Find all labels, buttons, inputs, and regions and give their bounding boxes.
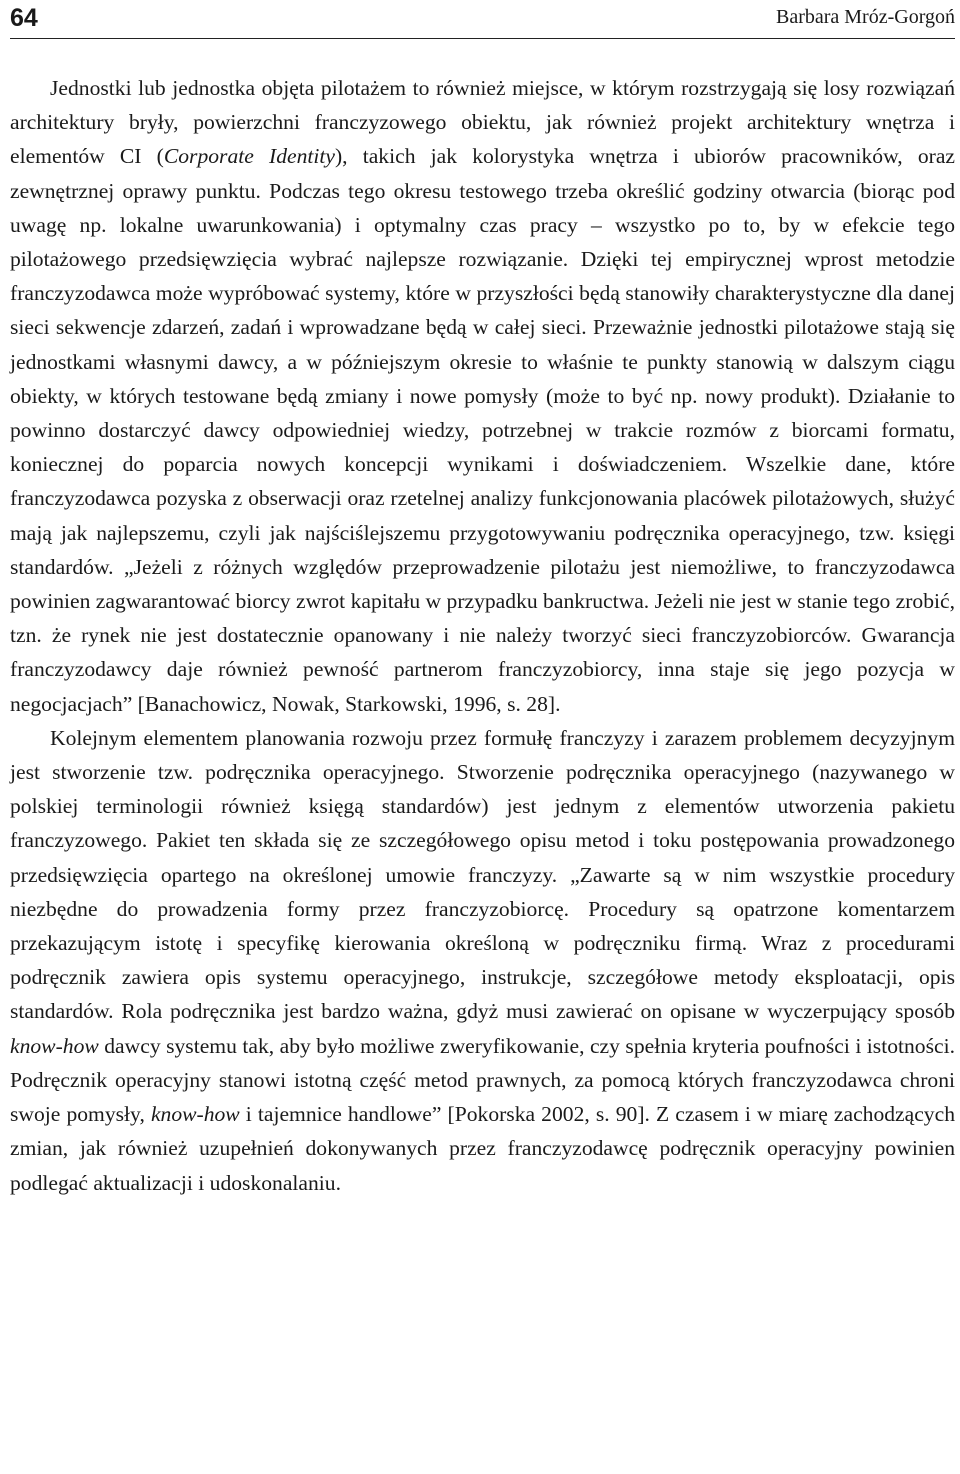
page-number: 64 xyxy=(10,4,38,32)
paragraph-2-italic-know-how-2: know-how xyxy=(150,1102,240,1127)
paragraph-1 xyxy=(10,71,955,721)
paragraph-2-text-a: Kolejnym elementem planowania rozwoju przez formułę franczyzy i zarazem problemem decyzyjnym jest stworzenie tzw. podręcznika operacyjnego. Stworzenie podręcznika operacyjnego (nazywanego w polskiej terminologii również księgą standardów) jest jednym z elementów utworzenia pakietu franczyzowego. Pakiet ten składa się ze szczegółowego opisu metod i toku postępowania prowadzonego przedsięwzięcia opartego na określonej umowie franczyzy. „Zawarte są w nim wszystkie procedury niezbędne do prowadzenia formy przez franczyzobiorcę. Procedury są opatrzone komentarzem przekazującym istotę i specyfikę kierowania określoną w podręczniku firmą. Wraz z procedurami podręcznik zawiera opis systemu operacyjnego, instrukcje, szczegółowe metody eksploatacji, opis standardów. Rola podręcznika jest bardzo ważna, gdyż musi zawierać on opisane w wyczerpujący sposób xyxy=(10,725,955,1024)
paragraph-2-italic-know-how-1: know-how xyxy=(10,1033,99,1058)
paragraph-2-text-c: i tajemnice handlowe” [Pokorska 2002, s. 90]. Z czasem i w miarę zachodzących zmian, jak również uzupełnień dokonywanych przez franczyzodawcę podręcznik operacyjny powinien podlegać aktualizacji i udoskonalaniu. xyxy=(10,1102,955,1195)
page-header xyxy=(10,0,955,39)
paragraph-2 xyxy=(10,721,955,1200)
page xyxy=(10,0,955,1200)
running-head-author: Barbara Mróz-Gorgoń xyxy=(775,6,955,28)
body-text xyxy=(10,71,955,1200)
paragraph-1-italic-corporate-identity: Corporate Identity xyxy=(163,144,335,169)
paragraph-1-text-b: ), takich jak kolorystyka wnętrza i ubiorów pracowników, oraz zewnętrznej oprawy punktu. Podczas tego okresu testowego trzeba określić godziny otwarcia (biorąc pod uwagę np. lokalne uwarunkowania) i optymalny czas pracy – wszystko po to, by w efekcie tego pilotażowego przedsięwzięcia wybrać najlepsze rozwiązanie. Dzięki tej empirycznej wprost metodzie franczyzodawca może wypróbować systemy, które w przyszłości będą stanowiły charakterystyczne dla danej sieci sekwencje zdarzeń, zadań i wprowadzane będą w całej sieci. Przeważnie jednostki pilotażowe stają się jednostkami własnymi dawcy, a w późniejszym okresie to właśnie te punkty stanowią w dalszym ciągu obiekty, w których testowane będą zmiany i nowe pomysły (może to być np. nowy produkt). Działanie to powinno dostarczyć dawcy odpowiedniej wiedzy, potrzebnej w trakcie rozmów z biorcami formatu, koniecznej do poparcia nowych koncepcji wynikami i doświadczeniem. Wszelkie dane, które franczyzodawca pozyska z obserwacji oraz rzetelnej analizy funkcjonowania placówek pilotażowych, służyć mają jak najlepszemu, czyli jak najściślejszemu przygotowywaniu podręcznika operacyjnego, tzw. księgi standardów. „Jeżeli z różnych względów przeprowadzenie pilotażu jest niemożliwe, to franczyzodawca powinien zagwarantować biorcy zwrot kapitału w przypadku bankructwa. Jeżeli nie jest w stanie tego zrobić, tzn. że rynek nie jest dostatecznie opanowany i nie należy tworzyć sieci franczyzobiorców. Gwarancja franczyzodawcy daje również pewność partnerom franczyzobiorcy, inna staje się jego pozycja w negocjacjach” [Banachowicz, Nowak, Starkowski, 1996, s. 28]. xyxy=(10,144,955,716)
paragraph-2-text-b: dawcy systemu tak, aby było możliwe zweryfikowanie, czy spełnia kryteria poufności i istotności. Podręcznik operacyjny stanowi istotną część metod prawnych, za pomocą których franczyzodawca chroni swoje pomysły, xyxy=(10,1033,955,1127)
paragraph-1-text-a: Jednostki lub jednostka objęta pilotażem to również miejsce, w którym rozstrzygają się losy rozwiązań architektury bryły, powierzchni franczyzowego obiektu, jak również projekt architektury wnętrza i elementów CI ( xyxy=(10,76,955,169)
